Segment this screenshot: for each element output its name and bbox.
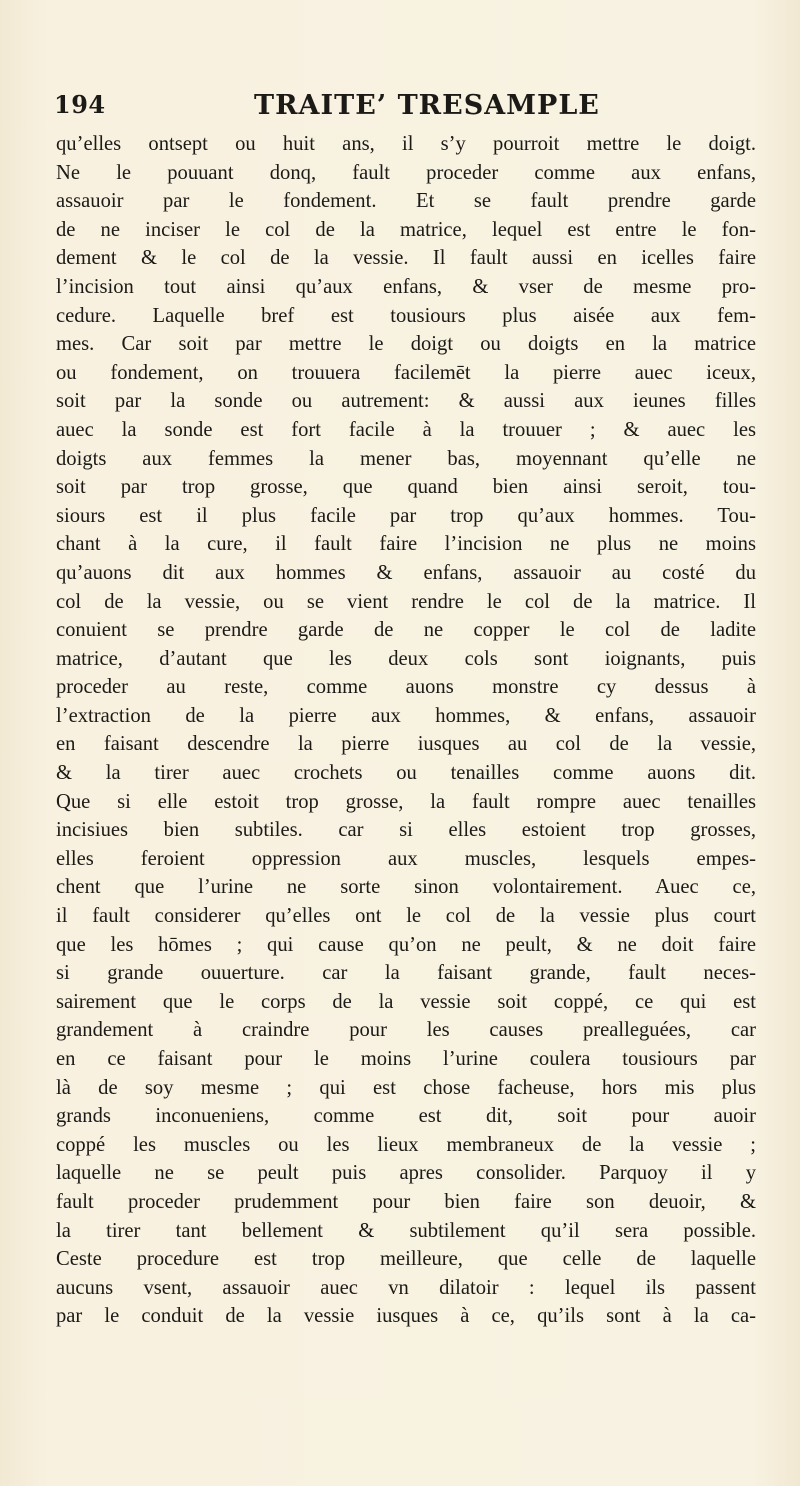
text-line: ou fondement, on trouuera facilemēt la pierre auec iceux, [56, 361, 756, 384]
text-line: qu’auons dit aux hommes & enfans, assauoir au costé du [56, 561, 756, 584]
text-line: Ceste procedure est trop meilleure, que celle de laquelle [56, 1248, 756, 1271]
text-line: là de soy mesme ; qui est chose facheuse, hors mis plus [56, 1076, 756, 1099]
text-line: la tirer tant bellement & subtilement qu’il sera possible. [56, 1219, 756, 1242]
text-line: chent que l’urine ne sorte sinon volontairement. Auec ce, [56, 876, 756, 899]
text-line: conuient se prendre garde de ne copper le col de ladite [56, 619, 756, 642]
text-line: de ne inciser le col de la matrice, lequel est entre le fon- [56, 218, 756, 241]
text-line: incisiues bien subtiles. car si elles estoient trop grosses, [56, 819, 756, 842]
text-line: matrice, d’autant que les deux cols sont ioignants, puis [56, 647, 756, 670]
text-line: coppé les muscles ou les lieux membraneux de la vessie ; [56, 1133, 756, 1156]
text-line: sairement que le corps de la vessie soit coppé, ce qui est [56, 990, 756, 1013]
page-header [54, 90, 740, 130]
text-line: que les hōmes ; qui cause qu’on ne peult, & ne doit faire [56, 933, 756, 956]
text-line: elles feroient oppression aux muscles, lesquels empes- [56, 847, 756, 870]
text-line: grandement à craindre pour les causes prealleguées, car [56, 1019, 756, 1042]
text-line: siours est il plus facile par trop qu’aux hommes. Tou- [56, 504, 756, 527]
text-line: chant à la cure, il fault faire l’incision ne plus ne moins [56, 533, 756, 556]
body-text [56, 130, 756, 1331]
text-line: en ce faisant pour le moins l’urine coulera tousiours par [56, 1048, 756, 1070]
text-line: auec la sonde est fort facile à la trouuer ; & auec les [56, 418, 756, 441]
text-line: col de la vessie, ou se vient rendre le col de la matrice. Il [56, 590, 756, 613]
text-line: laquelle ne se peult puis apres consolider. Parquoy il y [56, 1162, 756, 1185]
text-line: doigts aux femmes la mener bas, moyennant qu’elle ne [56, 447, 756, 470]
text-line: en faisant descendre la pierre iusques au col de la vessie, [56, 733, 756, 756]
text-line: si grande ouuerture. car la faisant grande, fault neces- [56, 962, 756, 985]
text-line: dement & le col de la vessie. Il fault aussi en icelles faire [56, 247, 756, 270]
text-line: il fault considerer qu’elles ont le col de la vessie plus court [56, 905, 756, 928]
text-line: par le conduit de la vessie iusques à ce, qu’ils sont à la ca- [56, 1305, 756, 1328]
text-line: Ne le pouuant donq, fault proceder comme aux enfans, [56, 161, 756, 184]
text-line: aucuns vsent, assauoir auec vn dilatoir : lequel ils passent [56, 1276, 756, 1299]
text-line: proceder au reste, comme auons monstre cy dessus à [56, 676, 756, 699]
running-title: TRAITE’ TRESAMPLE [254, 90, 600, 121]
text-line: mes. Car soit par mettre le doigt ou doigts en la matrice [56, 333, 756, 356]
page-number: 194 [54, 90, 106, 119]
text-line: soit par trop grosse, que quand bien ainsi seroit, tou- [56, 476, 756, 499]
text-line: Que si elle estoit trop grosse, la fault rompre auec tenailles [56, 790, 756, 813]
text-line: assauoir par le fondement. Et se fault prendre garde [56, 190, 756, 213]
text-line: & la tirer auec crochets ou tenailles comme auons dit. [56, 762, 756, 785]
text-line: soit par la sonde ou autrement: & aussi aux ieunes filles [56, 390, 756, 413]
text-line: l’incision tout ainsi qu’aux enfans, & vser de mesme pro- [56, 275, 756, 298]
text-line: cedure. Laquelle bref est tousiours plus aisée aux fem- [56, 304, 756, 327]
text-line: grands inconueniens, comme est dit, soit pour auoir [56, 1105, 756, 1128]
text-line: l’extraction de la pierre aux hommes, & enfans, assauoir [56, 704, 756, 727]
text-line: fault proceder prudemment pour bien faire son deuoir, & [56, 1190, 756, 1213]
text-line: qu’elles ontsept ou huit ans, il s’y pourroit mettre le doigt. [56, 133, 756, 155]
